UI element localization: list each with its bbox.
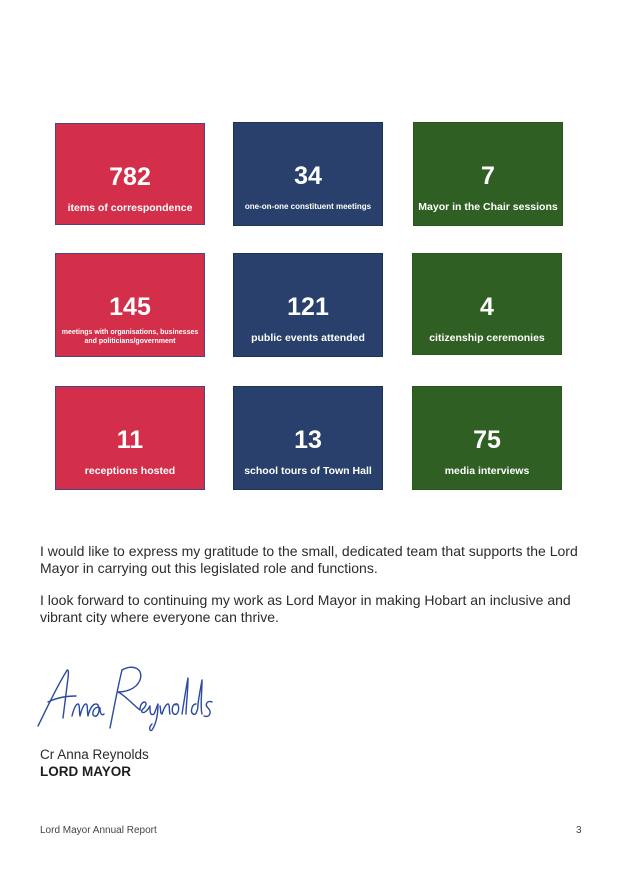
stat-label: meetings with organisations, businesses and politicians/government xyxy=(61,329,199,345)
stat-label: public events attended xyxy=(251,332,365,344)
closing-paragraph: I look forward to continuing my work as Lord Mayor in making Hobart an inclusive and vibrant city where everyone can thrive. xyxy=(40,592,571,625)
signatory-title: LORD MAYOR xyxy=(40,764,132,779)
stat-card-receptions xyxy=(55,386,205,490)
footer-report-title: Lord Mayor Annual Report xyxy=(40,825,157,836)
stat-value: 34 xyxy=(294,162,322,190)
stat-card-media-interviews xyxy=(412,386,562,490)
stat-value: 4 xyxy=(480,293,494,321)
stat-value: 145 xyxy=(109,293,151,321)
stat-card-correspondence xyxy=(55,123,205,225)
stat-value: 121 xyxy=(287,293,329,321)
stat-value: 782 xyxy=(109,163,151,191)
stat-card-public-events xyxy=(233,253,383,357)
page-number: 3 xyxy=(576,825,582,836)
stat-label: items of correspondence xyxy=(67,202,193,214)
signature-image xyxy=(36,658,216,733)
stat-value: 75 xyxy=(473,426,501,454)
signatory-name: Cr Anna Reynolds xyxy=(40,747,149,762)
stat-label: media interviews xyxy=(444,465,530,477)
stat-card-mayor-in-chair xyxy=(413,122,563,226)
stat-card-organisation-meetings xyxy=(55,253,205,357)
stat-card-constituent-meetings xyxy=(233,122,383,226)
stat-value: 13 xyxy=(294,426,322,454)
stat-label: Mayor in the Chair sessions xyxy=(418,201,558,213)
stat-value: 11 xyxy=(116,426,144,454)
gratitude-paragraph: I would like to express my gratitude to the small, dedicated team that supports the Lord Mayor in carrying out this legislated role and functions. xyxy=(40,543,578,576)
stat-value: 7 xyxy=(481,162,495,190)
stat-card-citizenship-ceremonies xyxy=(412,253,562,355)
stat-label: citizenship ceremonies xyxy=(429,332,545,344)
stat-card-school-tours xyxy=(233,386,383,490)
stat-label: one-on-one constituent meetings xyxy=(244,202,372,211)
stat-label: school tours of Town Hall xyxy=(244,465,372,477)
stat-label: receptions hosted xyxy=(84,465,176,477)
